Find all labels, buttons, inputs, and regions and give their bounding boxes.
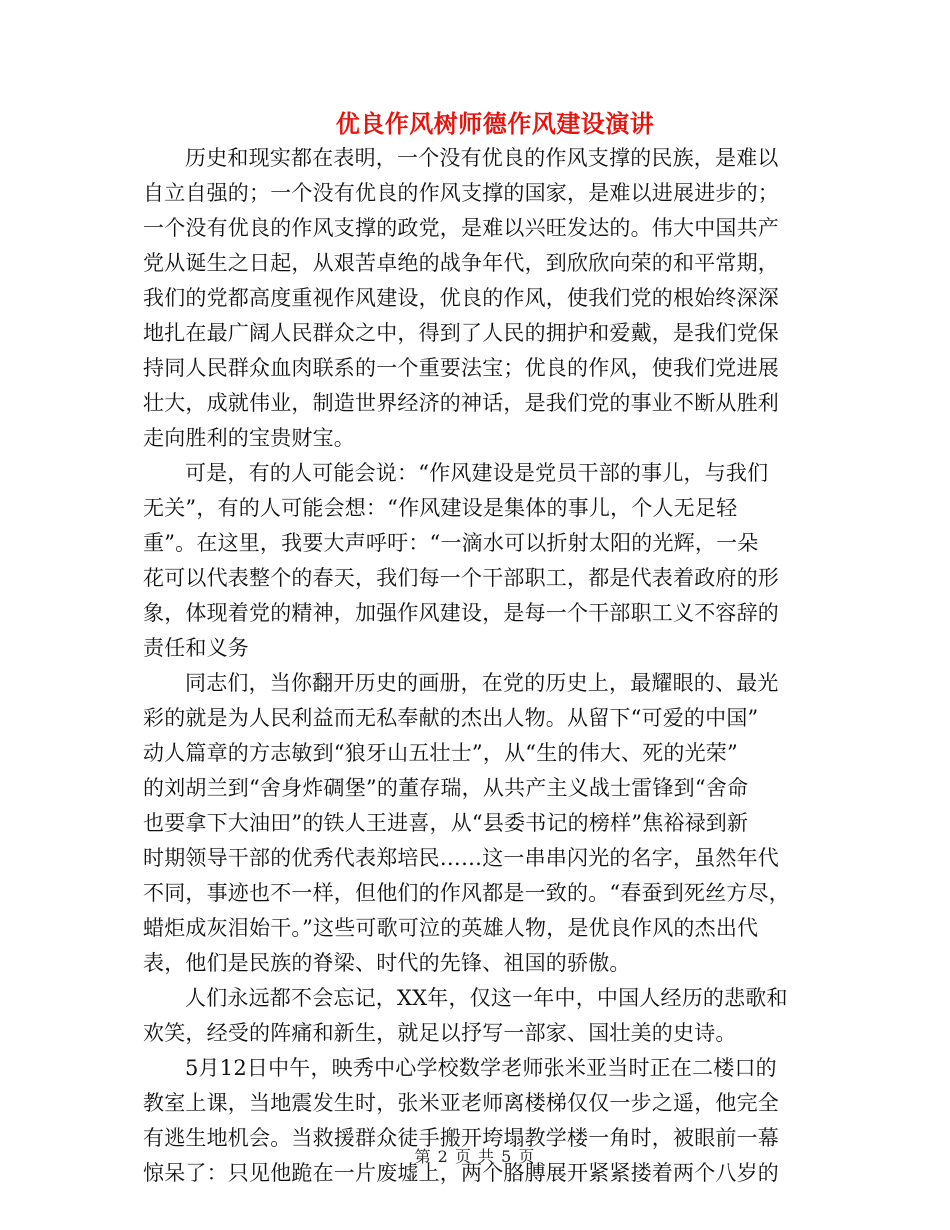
text-line: 惊呆了：只见他跪在一片废墟上，两个胳膊展开紧紧搂着两个八岁的 [143, 1161, 779, 1185]
text-line: 自立自强的；一个没有优良的作风支撑的国家，是难以进展进步的； [143, 181, 779, 205]
text-line: 一个没有优良的作风支撑的政党，是难以兴旺发达的。伟大中国共产 [143, 216, 779, 240]
text-line: 动人篇章的方志敏到“狼牙山五壮士”，从“生的伟大、死的光荣” [143, 741, 738, 765]
text-line: 时期领导干部的优秀代表郑培民……这一串串闪光的名字，虽然年代 [143, 846, 779, 870]
text-line: 地扎在最广阔人民群众之中，得到了人民的拥护和爱戴，是我们党保 [143, 321, 779, 345]
text-line: 蜡炬成灰泪始干。”这些可歌可泣的英雄人物，是优良作风的杰出代 [143, 916, 759, 940]
text-line: 彩的就是为人民利益而无私奉献的杰出人物。从留下“可爱的中国” [143, 706, 759, 730]
text-line: 欢笑，经受的阵痛和新生，就足以抒写一部家、国壮美的史诗。 [143, 1021, 737, 1045]
text-line: 象，体现着党的精神，加强作风建设，是每一个干部职工义不容辞的 [143, 601, 779, 625]
text-line: 重”。在这里，我要大声呼吁：“一滴水可以折射太阳的光辉，一朵 [143, 531, 759, 555]
text-line: 可是，有的人可能会说：“作风建设是党员干部的事儿，与我们 [185, 461, 769, 485]
page-footer: 第 2 页 共 5 页 [414, 1147, 536, 1166]
text-line: 花可以代表整个的春天，我们每一个干部职工，都是代表着政府的形 [143, 566, 779, 590]
document-body [143, 141, 803, 1191]
text-line: 表，他们是民族的脊梁、时代的先锋、祖国的骄傲。 [143, 951, 631, 975]
text-line: 不同，事迹也不一样，但他们的作风都是一致的。“春蚕到死丝方尽， [143, 881, 790, 905]
document-title: 优良作风树师德作风建设演讲 [335, 110, 655, 138]
text-line: 也要拿下大油田”的铁人王进喜，从“县委书记的榜样”焦裕禄到新 [143, 811, 749, 835]
text-line: 的刘胡兰到“舍身炸碉堡”的董存瑞，从共产主义战士雷锋到“舍命 [143, 776, 749, 800]
text-line: 教室上课，当地震发生时，张米亚老师离楼梯仅仅一步之遥，他完全 [143, 1091, 779, 1115]
text-line: 党从诞生之日起，从艰苦卓绝的战争年代，到欣欣向荣的和平常期， [143, 251, 779, 275]
text-line: 走向胜利的宝贵财宝。 [143, 426, 355, 450]
text-line: 有逃生地机会。当救援群众徒手搬开垮塌教学楼一角时，被眼前一幕 [143, 1126, 779, 1150]
text-line: 同志们，当你翻开历史的画册，在党的历史上，最耀眼的、最光 [185, 671, 779, 695]
text-line: 壮大，成就伟业，制造世界经济的神话，是我们党的事业不断从胜利 [143, 391, 779, 415]
text-line: 历史和现实都在表明，一个没有优良的作风支撑的民族，是难以 [185, 146, 779, 170]
text-line: 持同人民群众血肉联系的一个重要法宝；优良的作风，使我们党进展 [143, 356, 779, 380]
text-line: 无关”，有的人可能会想：“作风建设是集体的事儿，个人无足轻 [143, 496, 738, 520]
text-line: 责任和义务 [143, 636, 249, 660]
text-line: 5月12日中午，映秀中心学校数学老师张米亚当时正在二楼口的 [185, 1056, 777, 1080]
text-line: 我们的党都高度重视作风建设，优良的作风，使我们党的根始终深深 [143, 286, 779, 310]
text-line: 人们永远都不会忘记，XX年，仅这一年中，中国人经历的悲歌和 [185, 986, 788, 1010]
